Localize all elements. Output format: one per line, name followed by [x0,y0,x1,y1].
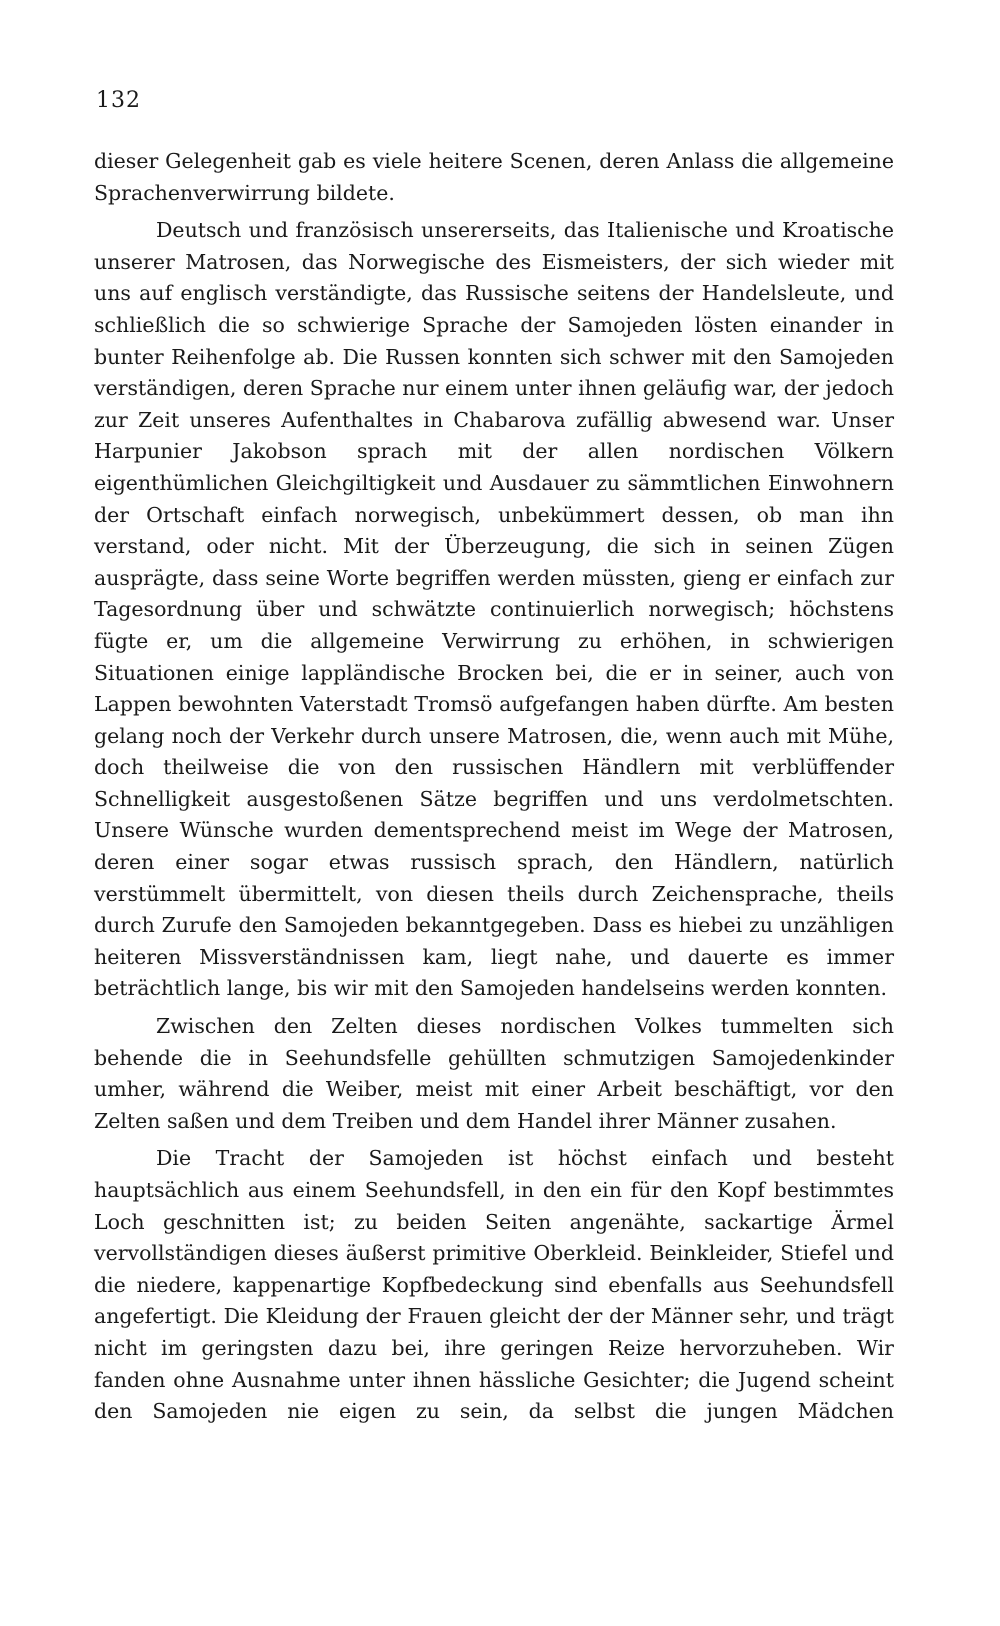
paragraph-4: Die Tracht der Samojeden ist höchst einfach und besteht hauptsächlich aus einem Seehundsfell, in den ein für den Kopf bestimmtes Loch geschnitten ist; zu beiden Seiten angenähte, sackartige Ärmel vervollständigen dieses äußerst primitive Oberkleid. Beinkleider, Stiefel und die niedere, kappenartige Kopfbedeckung sind ebenfalls aus Seehundsfell angefertigt. Die Kleidung der Frauen gleicht der der Männer sehr, und trägt nicht im geringsten dazu bei, ihre geringen Reize hervorzuheben. Wir fanden ohne Ausnahme unter ihnen hässliche Gesichter; die Jugend scheint den Samojeden nie eigen zu sein, da selbst die jungen Mädchen [94,1146,894,1424]
body-text [94,146,894,1428]
paragraph-1: dieser Gelegenheit gab es viele heitere Scenen, deren Anlass die allgemeine Sprachenverwirrung bildete. [94,149,894,205]
paragraph-2: Deutsch und französisch unsererseits, das Italienische und Kroatische unserer Matrosen, das Norwegische des Eismeisters, der sich wieder mit uns auf englisch verständigte, das Russische seitens der Handelsleute, und schließlich die so schwierige Sprache der Samojeden lösten einander in bunter Reihenfolge ab. Die Russen konnten sich schwer mit den Samojeden verständigen, deren Sprache nur einem unter ihnen geläufig war, der jedoch zur Zeit unseres Aufenthaltes in Chabarova zufällig abwesend war. Unser Harpunier Jakobson sprach mit der allen nordischen Völkern eigenthümlichen Gleichgiltigkeit und Ausdauer zu sämmtlichen Einwohnern der Ortschaft einfach norwegisch, unbekümmert dessen, ob man ihn verstand, oder nicht. Mit der Überzeugung, die sich in seinen Zügen ausprägte, dass seine Worte begriffen werden müssten, gieng er einfach zur Tagesordnung über und schwätzte continuierlich norwegisch; höchstens fügte er, um die allgemeine Verwirrung zu erhöhen, in schwierigen Situationen einige lappländische Brocken bei, die er in seiner, auch von Lappen bewohnten Vaterstadt Tromsö aufgefangen haben dürfte. Am besten gelang noch der Verkehr durch unsere Matrosen, die, wenn auch mit Mühe, doch theilweise die von den russischen Händlern mit verblüffender Schnelligkeit ausgestoßenen Sätze begriffen und uns verdolmetschten. Unsere Wünsche wurden dementsprechend meist im Wege der Matrosen, deren einer sogar etwas russisch sprach, den Händlern, natürlich verstümmelt übermittelt, von diesen theils durch Zeichensprache, theils durch Zurufe den Samojeden bekanntgegeben. Dass es hiebei zu unzähligen heiteren Missverständnissen kam, liegt nahe, und dauerte es immer beträchtlich lange, bis wir mit den Samojeden handelseins werden konnten. [94,218,895,1001]
paragraph-3: Zwischen den Zelten dieses nordischen Volkes tummelten sich behende die in Seehundsfelle gehüllten schmutzigen Samojedenkinder umher, während die Weiber, meist mit einer Arbeit beschäftigt, vor den Zelten saßen und dem Treiben und dem Handel ihrer Männer zusahen. [94,1014,894,1133]
page-number: 132 [96,88,141,113]
